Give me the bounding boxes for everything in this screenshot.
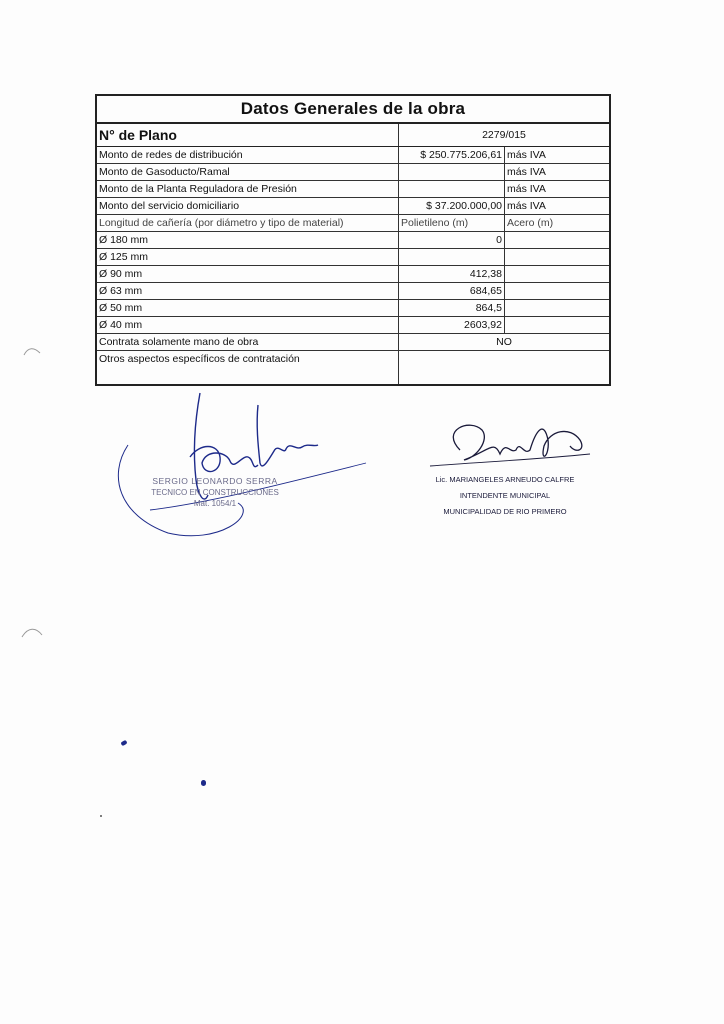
- table-row: [97, 249, 609, 266]
- pipe-poly-length: 684,65: [399, 283, 505, 299]
- signatory-left-title: TECNICO EN CONSTRUCCIONES: [151, 488, 279, 497]
- table-row: [97, 147, 609, 164]
- pipe-diameter: Ø 40 mm: [97, 317, 399, 333]
- pipe-steel-length: [505, 300, 609, 316]
- pipe-header-row: [97, 215, 609, 232]
- pipe-poly-length: [399, 249, 505, 265]
- ink-spot: [100, 815, 102, 817]
- pipe-poly-length: 0: [399, 232, 505, 248]
- cost-label: Monto de la Planta Reguladora de Presión: [97, 181, 399, 197]
- pipe-header-label: Longitud de cañería (por diámetro y tipo de material): [97, 215, 399, 231]
- ink-spot: [201, 780, 206, 786]
- cost-note: más IVA: [507, 149, 546, 161]
- table-row: [97, 317, 609, 334]
- other-value: [399, 351, 609, 384]
- cost-amount: [399, 164, 505, 180]
- table-row: [97, 266, 609, 283]
- table-row: [97, 232, 609, 249]
- plano-label: N° de Plano: [97, 124, 399, 146]
- table-row: [97, 283, 609, 300]
- pipe-diameter: Ø 90 mm: [97, 266, 399, 282]
- pipe-steel-length: [505, 283, 609, 299]
- plano-row: [97, 124, 609, 147]
- pipe-header-steel: Acero (m): [507, 217, 554, 229]
- pipe-steel-length: [505, 249, 609, 265]
- scan-mark: [22, 345, 42, 357]
- cost-label: Monto del servicio domiciliario: [97, 198, 399, 214]
- plano-value: 2279/015: [482, 129, 526, 141]
- signatory-left-name: SERGIO LEONARDO SERRA: [152, 476, 278, 486]
- pipe-poly-length: 412,38: [399, 266, 505, 282]
- labor-value: NO: [496, 336, 512, 348]
- pipe-diameter: Ø 50 mm: [97, 300, 399, 316]
- pipe-steel-length: [505, 266, 609, 282]
- pipe-diameter: Ø 63 mm: [97, 283, 399, 299]
- table-row: [97, 300, 609, 317]
- table-row: [97, 164, 609, 181]
- ink-spot: [120, 740, 127, 746]
- cost-label: Monto de Gasoducto/Ramal: [97, 164, 399, 180]
- scan-mark: [20, 625, 44, 639]
- cost-note: más IVA: [507, 200, 546, 212]
- cost-note: más IVA: [507, 183, 546, 195]
- pipe-steel-length: [505, 232, 609, 248]
- table-row: [97, 181, 609, 198]
- signature-right: [420, 410, 600, 480]
- labor-label: Contrata solamente mano de obra: [97, 334, 399, 350]
- signatory-right-title: INTENDENTE MUNICIPAL: [459, 491, 551, 500]
- pipe-poly-length: 864,5: [399, 300, 505, 316]
- cost-amount: $ 250.775.206,61: [399, 147, 505, 163]
- table-title: Datos Generales de la obra: [97, 96, 609, 124]
- pipe-header-poly: Polietileno (m): [399, 215, 505, 231]
- general-data-table: [95, 94, 611, 386]
- table-row: [97, 198, 609, 215]
- other-row: [97, 351, 609, 384]
- cost-note: más IVA: [507, 166, 546, 178]
- signatory-right-name: Lic. MARIANGELES ARNEUDO CALFRE: [435, 475, 575, 484]
- cost-label: Monto de redes de distribución: [97, 147, 399, 163]
- labor-row: [97, 334, 609, 351]
- signatory-right-organization: MUNICIPALIDAD DE RIO PRIMERO: [443, 507, 567, 516]
- signature-left: [108, 385, 368, 545]
- stamp-left: [140, 476, 290, 509]
- pipe-diameter: Ø 180 mm: [97, 232, 399, 248]
- other-label: Otros aspectos específicos de contratación: [97, 351, 399, 384]
- pipe-poly-length: 2603,92: [399, 317, 505, 333]
- signatory-left-registration: Mat. 1054/1: [193, 499, 237, 508]
- stamp-right: [430, 472, 580, 520]
- cost-amount: $ 37.200.000,00: [399, 198, 505, 214]
- pipe-steel-length: [505, 317, 609, 333]
- cost-amount: [399, 181, 505, 197]
- pipe-diameter: Ø 125 mm: [97, 249, 399, 265]
